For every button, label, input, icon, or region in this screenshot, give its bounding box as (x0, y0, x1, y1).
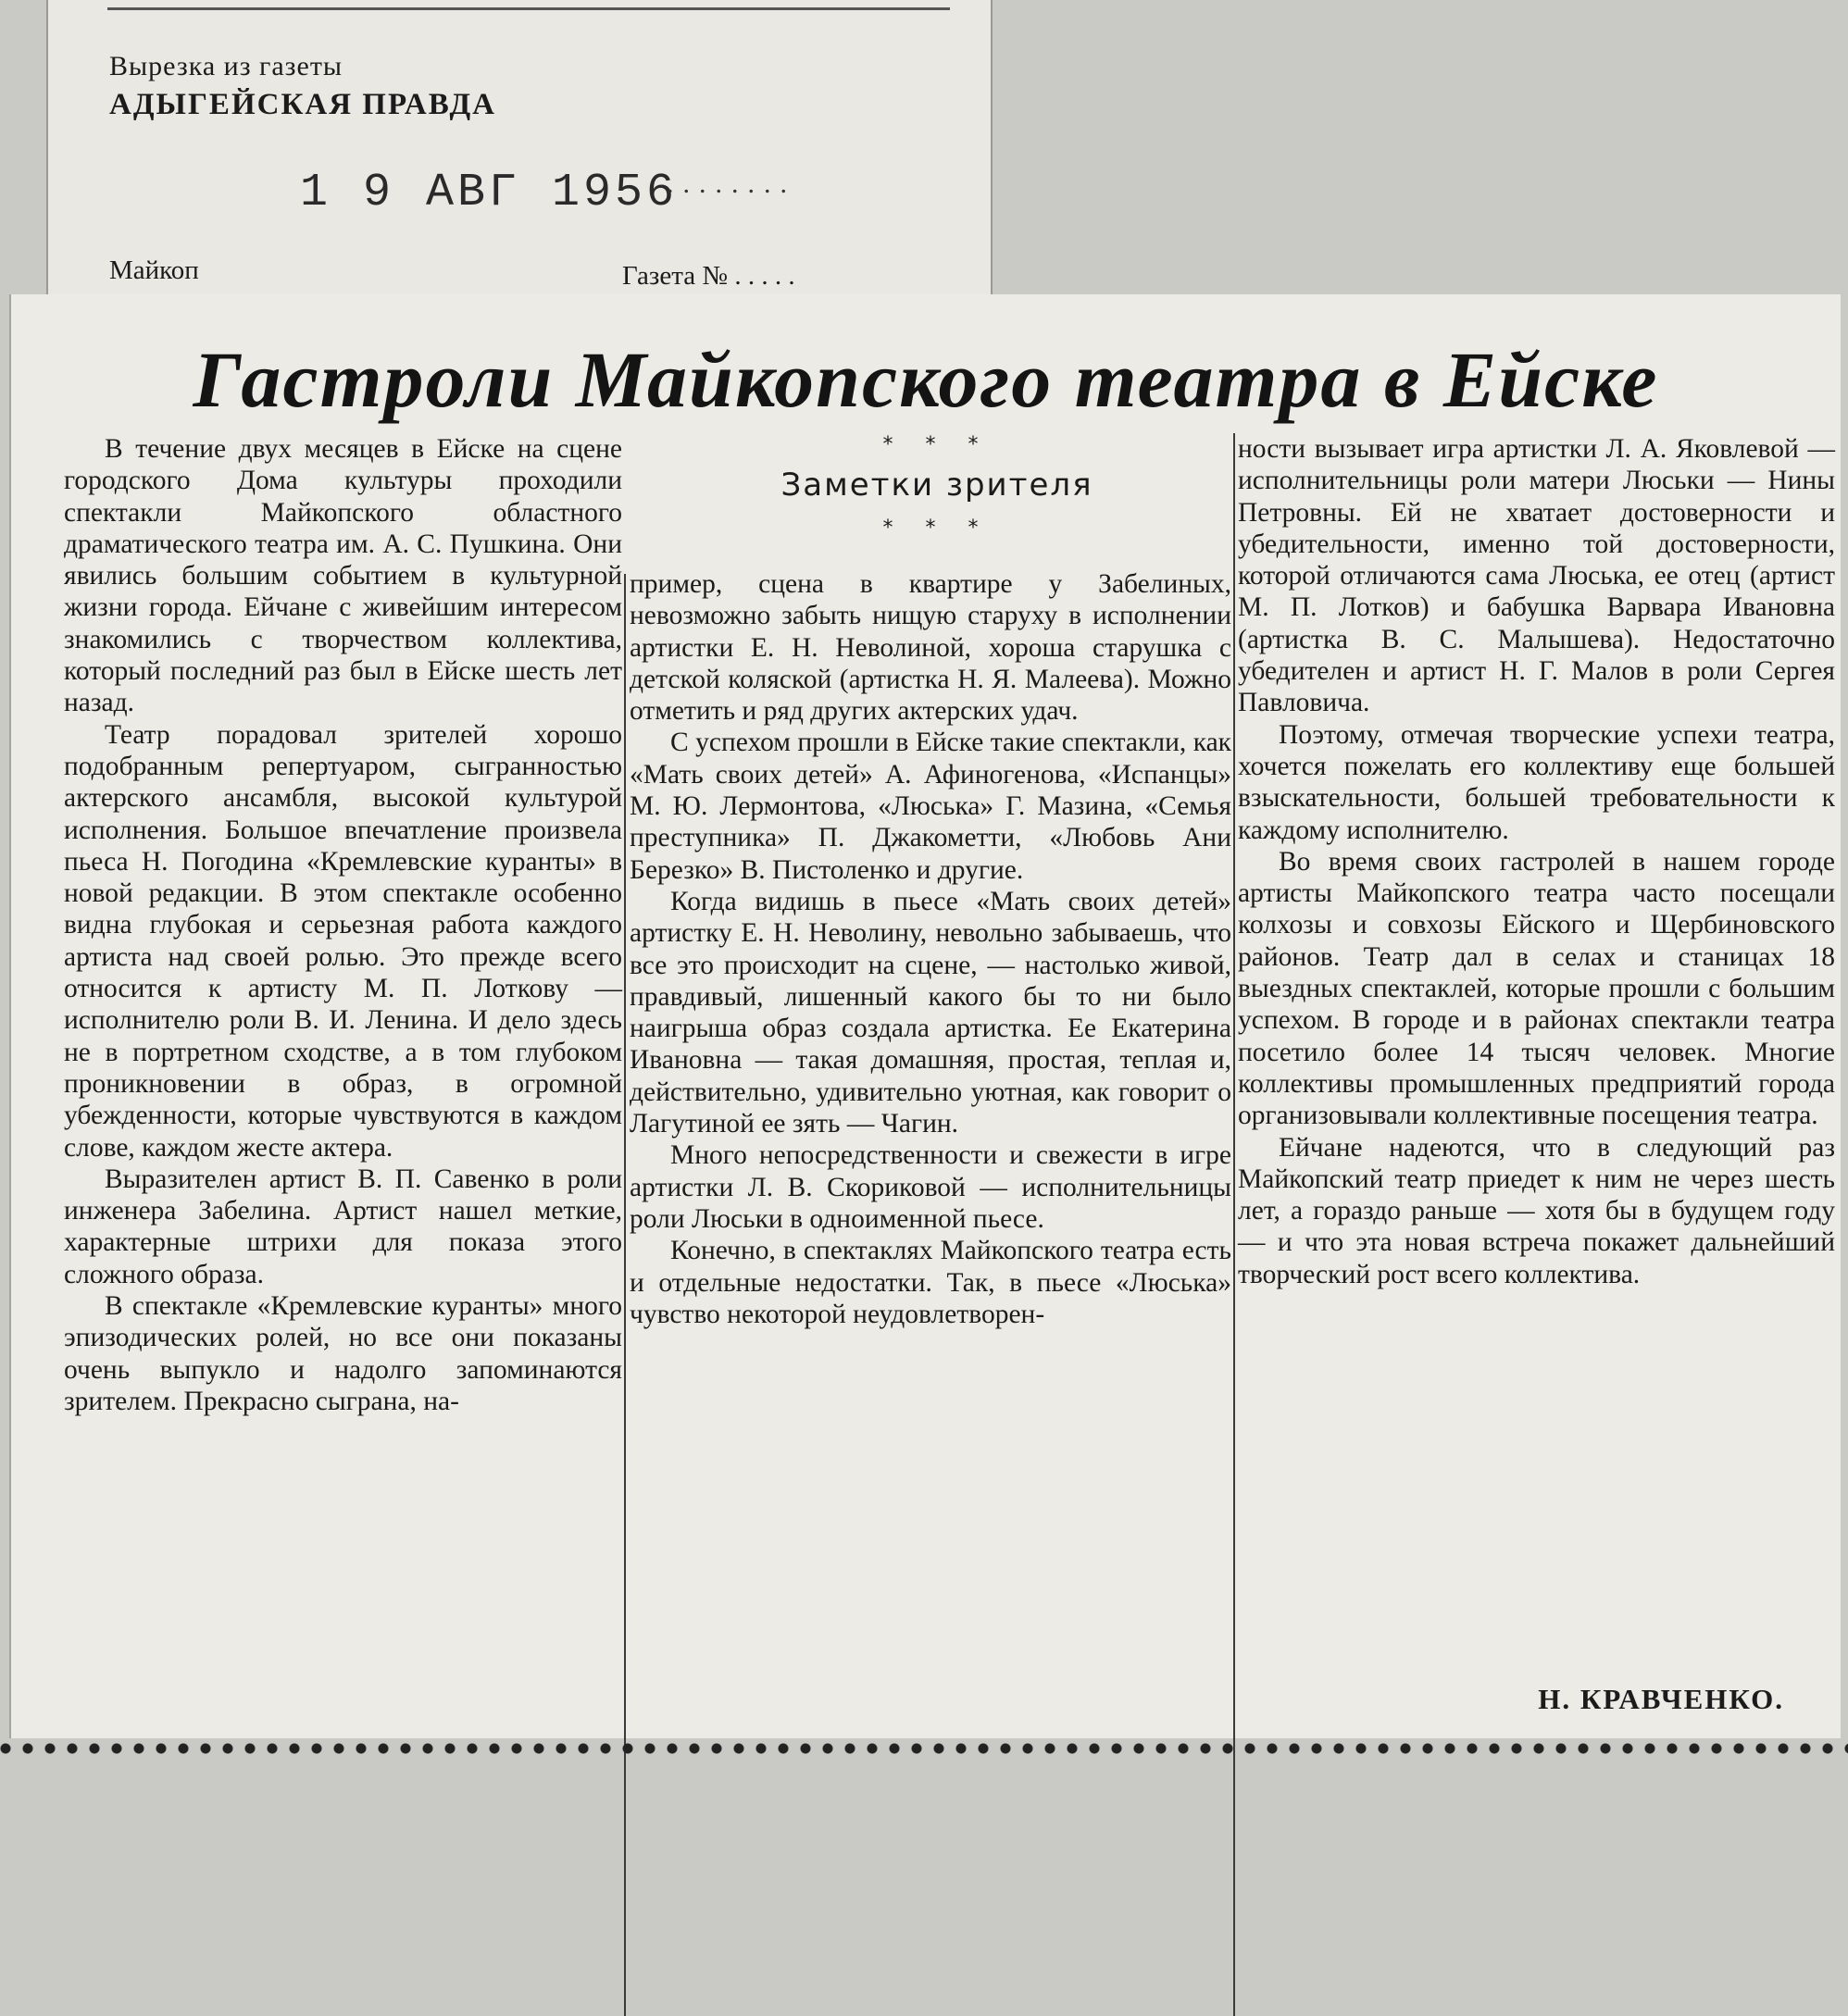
paragraph: В течение двух месяцев в Ейске на сцене городского Дома культуры проходили спектакли Майкопского областного драматического театра им. А. С. Пушкина. Они явились большим событием в культурной жизни города. Ейчане с живейшим интересом знакомились с творчеством коллектива, который последний раз был в Ейске шесть лет назад. (64, 434, 622, 718)
date-dots: ........ (667, 168, 796, 199)
paragraph: Много непосредственности и свежести в игре артистки Л. В. Скориковой — исполнительницы роли Люськи в одноименной пьесе. (630, 1140, 1231, 1234)
paper-number-dots: . . . . . (734, 261, 795, 291)
column-divider (1233, 433, 1235, 2016)
city-label: Майкоп (109, 255, 199, 285)
stars-top: * * * (882, 433, 992, 456)
newspaper-name: АДЫГЕЙСКАЯ ПРАВДА (109, 88, 497, 121)
paragraph: Во время своих гастролей в нашем городе артисты Майкопского театра часто посещали колхозы и совхозы Ейского и Щербиновского районов. Театр дал в селах и станицах 18 выездных спектаклей, которые прошли с большим успехом. В городе и в районах спектакли театра посетило более 14 тысяч человек. Многие коллективы промышленных предприятий города организовывали коллективные посещения театра. (1238, 846, 1835, 1131)
paragraph: В спектакле «Кремлевские куранты» много эпизодических ролей, но все они показаны очень выпукло и надолго запоминаются зрителем. Прекрасно сыграна, на- (64, 1291, 622, 1416)
paper-number-label: Газета № (622, 261, 729, 291)
column-divider (624, 574, 626, 2016)
article-column-3 (1238, 433, 1835, 1290)
article-column-1 (64, 433, 622, 1417)
paragraph: Конечно, в спектаклях Майкопского театра есть и отдельные недостатки. Так, в пьесе «Люська» чувство некоторой неудовлетворен- (630, 1236, 1231, 1329)
date-stamp: 1 9 АВГ 1956 (300, 167, 679, 219)
paragraph: Ейчане надеются, что в следующий раз Майкопский театр приедет к ним не через шесть лет, а гораздо раньше — хотя бы в будущем году — и что эта новая встреча покажет дальнейший творческий рост всего коллектива. (1238, 1132, 1835, 1289)
headline: Гастроли Майкопского театра в Ейске (193, 335, 1659, 424)
paragraph: Поэтому, отмечая творческие успехи театра, хочется пожелать его коллективу еще большей взыскательности, большей требовательности к каждому исполнителю. (1238, 719, 1835, 845)
author-signature: Н. КРАВЧЕНКО. (1538, 1683, 1784, 1715)
paragraph: ности вызывает игра артистки Л. А. Яковлевой — исполнительницы роли матери Люськи — Нины Петровны. Ей не хватает достоверности и убедительности, именно той достоверности, которой отличаются сама Люська, ее отец (артист М. П. Лотков) и бабушка Варвара Ивановна (артистка В. С. Малышева). Недостаточно убедителен и артист Н. Г. Малов в роли Сергея Павловича. (1238, 434, 1835, 718)
clipping-header-card (46, 0, 993, 298)
paragraph: пример, сцена в квартире у Забелиных, невозможно забыть нищую старуху в исполнении артистки Е. Н. Неволиной, хороша старушка с детской коляской (артистка Н. Я. Малеева). Можно отметить и ряд других актерских удач. (630, 569, 1231, 727)
decorative-border (0, 1742, 1848, 1755)
cutting-label: Вырезка из газеты (109, 51, 343, 81)
article-column-2 (630, 568, 1231, 1330)
paragraph: Когда видишь в пьесе «Мать своих детей» артистку Е. Н. Неволину, невольно забываешь, что все это происходит на сцене, — настолько живой, правдивый, лишенный какого бы то ни было наигрыша образ создала артистка. Ее Екатерина Ивановна — такая домашняя, простая, теплая и, действительно, удивительно уютная, как говорит о Лагутиной ее зять — Чагин. (630, 886, 1231, 1139)
paper-number (622, 261, 795, 292)
subtitle: Заметки зрителя (780, 467, 1093, 504)
article-clipping (9, 294, 1841, 1738)
stars-bottom: * * * (882, 516, 992, 540)
paragraph: Театр порадовал зрителей хорошо подобранным репертуаром, сыгранностью актерского ансамбля, высокой культурой исполнения. Большое впечатление произвела пьеса Н. Погодина «Кремлевские куранты» в новой редакции. В этом спектакле особенно видна глубокая и серьезная работа каждого артиста над своей ролью. Это прежде всего относится к артисту М. П. Лоткову — исполнителю роли В. И. Ленина. И дело здесь не в портретном сходстве, а в том глубоком проникновении в образ, в огромной убежденности, которые чувствуются в каждом слове, каждом жесте актера. (64, 719, 622, 1163)
paragraph: Выразителен артист В. П. Савенко в роли инженера Забелина. Артист нашел меткие, характерные штрихи для показа этого сложного образа. (64, 1164, 622, 1289)
paragraph: С успехом прошли в Ейске такие спектакли, как «Мать своих детей» А. Афиногенова, «Испанцы» М. Ю. Лермонтова, «Люська» Г. Мазина, «Семья преступника» П. Джакометти, «Любовь Ани Березко» В. Пистоленко и другие. (630, 728, 1231, 885)
